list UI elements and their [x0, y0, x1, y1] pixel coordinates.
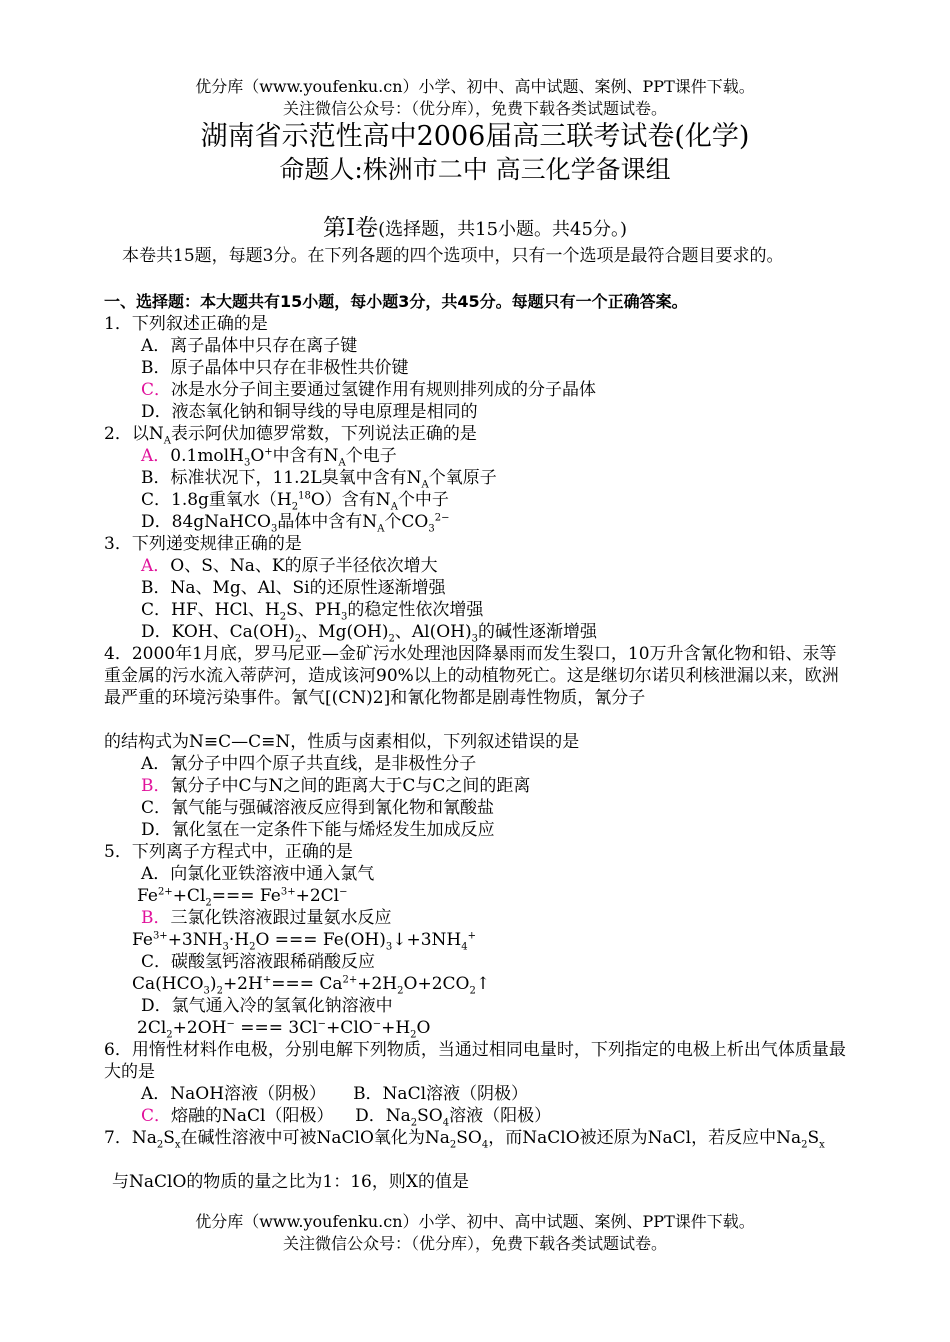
q3-option-b: B．Na、Mg、Al、Si的还原性逐渐增强 — [141, 578, 446, 598]
q4-option-b: B．氰分子中C与N之间的距离大于C与C之间的距离 — [141, 776, 531, 796]
q3-option-a: A．O、S、Na、K的原子半径依次增大 — [141, 556, 438, 576]
q3-option-c: C．HF、HCl、$H_2S$、$PH_3$的稳定性依次增强 — [141, 600, 484, 623]
q3-stem: 3．下列递变规律正确的是 — [104, 534, 302, 554]
q5-d-equation: $2Cl_2+2OH^-$ === $3Cl^-+ClO^-+H_2O$ — [137, 1018, 431, 1041]
q4-b-text: 氰分子中C与N之间的距离大于C与C之间的距离 — [170, 776, 531, 796]
page-title: 湖南省示范性高中2006届高三联考试卷(化学) — [200, 121, 750, 152]
q2-option-a: A．0.1molH$_3$O+中含有$N_A$个电子 — [141, 446, 397, 469]
q4-option-c: C．氰气能与强碱溶液反应得到氰化物和氰酸盐 — [141, 798, 495, 818]
q2-stem: 2．以$N_A$表示阿伏加德罗常数，下列说法正确的是 — [104, 424, 477, 447]
volume-note: (选择题，共15小题。共45分。) — [378, 219, 627, 240]
q4-stem: 4．2000年1月底，罗马尼亚—金矿污水处理池因降暴雨而发生裂口，10万升含氰化物和铅、汞等重金属的污水流入蒂萨河，造成该河90%以上的动植物死亡。这是继切尔诺贝利核泄漏以来，欧洲最严重的环境污染事件。氰气[(CN)2]和氰化物都是剧毒性物质，氰分子 — [104, 644, 839, 708]
q5-b-equation: $Fe^{3+}+3NH_3\cdot H_2O$ === $Fe(OH)_3↓+3NH_4^+$ — [132, 930, 477, 953]
q2-option-b: B．标准状况下，11.2L臭氧中含有$N_A$个氧原子 — [141, 468, 497, 491]
q1-option-c: C．冰是水分子间主要通过氢键作用有规则排列成的分子晶体 — [141, 380, 597, 400]
header-line-2: 关注微信公众号：（优分库），免费下载各类试题试卷。 — [282, 99, 667, 118]
q5-c-equation: $Ca(HCO_3)_2+2H^+===$ $Ca^{2+}+2H_2O+2CO_2↑$ — [132, 974, 491, 997]
q5-option-c: C．碳酸氢钙溶液跟稀硝酸反应 — [141, 952, 376, 972]
q1-c-text: 冰是水分子间主要通过氢键作用有规则排列成的分子晶体 — [171, 380, 597, 400]
q6-options-ab: A．NaOH溶液（阴极） B．NaCl溶液（阴极） — [141, 1084, 529, 1104]
q4-d-text: 氰化氢在一定条件下能与烯烃发生加成反应 — [171, 820, 495, 840]
q5-option-d: D．氯气通入冷的氢氧化钠溶液中 — [141, 996, 393, 1016]
q5-stem: 5．下列离子方程式中，正确的是 — [104, 842, 353, 862]
q1-option-a: A．离子晶体中只存在离子键 — [141, 336, 358, 356]
q4-option-d: D．氰化氢在一定条件下能与烯烃发生加成反应 — [141, 820, 495, 840]
q3-option-d: D．KOH、$Ca(OH)_2$、$Mg(OH)_2$、$Al(OH)_3$的碱性逐渐增强 — [141, 622, 598, 645]
footer-line-1: 优分库（www.youfenku.cn）小学、初中、高中试题、案例、PPT课件下载。 — [195, 1212, 755, 1231]
q7-stem-2: 与NaClO的物质的量之比为1：16，则X的值是 — [112, 1172, 469, 1192]
q5-option-a: A．向氯化亚铁溶液中通入氯气 — [141, 864, 375, 884]
q5-a-text: 向氯化亚铁溶液中通入氯气 — [170, 864, 375, 884]
author-line: 命题人:株洲市二中 高三化学备课组 — [279, 155, 671, 184]
volume-name: 第Ⅰ卷 — [323, 215, 379, 241]
q4-option-a: A．氰分子中四个原子共直线，是非极性分子 — [141, 754, 477, 774]
q5-d-text: 氯气通入冷的氢氧化钠溶液中 — [171, 996, 393, 1016]
intro-text: 本卷共15题，每题3分。在下列各题的四个选项中，只有一个选项是最符合题目要求的。 — [122, 246, 784, 266]
header-line-1: 优分库（www.youfenku.cn）小学、初中、高中试题、案例、PPT课件下载。 — [195, 77, 755, 96]
q4-a-text: 氰分子中四个原子共直线，是非极性分子 — [170, 754, 477, 774]
q5-option-b: B．三氯化铁溶液跟过量氨水反应 — [141, 908, 392, 928]
q5-c-text: 碳酸氢钙溶液跟稀硝酸反应 — [171, 952, 376, 972]
volume-heading — [0, 215, 950, 243]
q2-option-d: D．84gNaHCO$_3$晶体中含有$N_A$个$CO_3^{2-}$ — [141, 512, 450, 535]
q4-stem-2: 的结构式为N≡C—C≡N，性质与卤素相似，下列叙述错误的是 — [104, 732, 580, 752]
q1-stem: 1．下列叙述正确的是 — [104, 314, 268, 334]
q6-stem: 6．用惰性材料作电极，分别电解下列物质，当通过相同电量时，下列指定的电极上析出气体质量最大的是 — [104, 1040, 846, 1082]
q5-a-equation: $Fe^{2+}+Cl_2=== Fe^{3+}+2Cl^-$ — [137, 886, 348, 909]
q1-d-text: 液态氧化钠和铜导线的导电原理是相同的 — [171, 402, 478, 422]
q2-option-c: C．1.8g重氧水$(H_2^{18}O)$含有$N_A$个中子 — [141, 490, 449, 513]
q1-b-text: 原子晶体中只存在非极性共价键 — [170, 358, 409, 378]
q6-options-cd: C．熔融的NaCl（阳极） D．$Na_2SO_4$溶液（阳极） — [141, 1106, 552, 1129]
q1-a-text: 离子晶体中只存在离子键 — [170, 336, 358, 356]
footer-line-2: 关注微信公众号：（优分库），免费下载各类试题试卷。 — [282, 1234, 667, 1253]
section-heading: 一、选择题：本大题共有15小题，每小题3分，共45分。每题只有一个正确答案。 — [104, 292, 688, 311]
q1-option-b: B．原子晶体中只存在非极性共价键 — [141, 358, 409, 378]
q5-b-text: 三氯化铁溶液跟过量氨水反应 — [170, 908, 392, 928]
q1-option-d: D．液态氧化钠和铜导线的导电原理是相同的 — [141, 402, 478, 422]
q4-c-text: 氰气能与强碱溶液反应得到氰化物和氰酸盐 — [171, 798, 495, 818]
q7-stem: 7．$Na_2S_x$在碱性溶液中可被NaClO氧化为$Na_2SO_4$，而NaClO被还原为NaCl，若反应中$Na_2S_x$ — [104, 1128, 825, 1151]
